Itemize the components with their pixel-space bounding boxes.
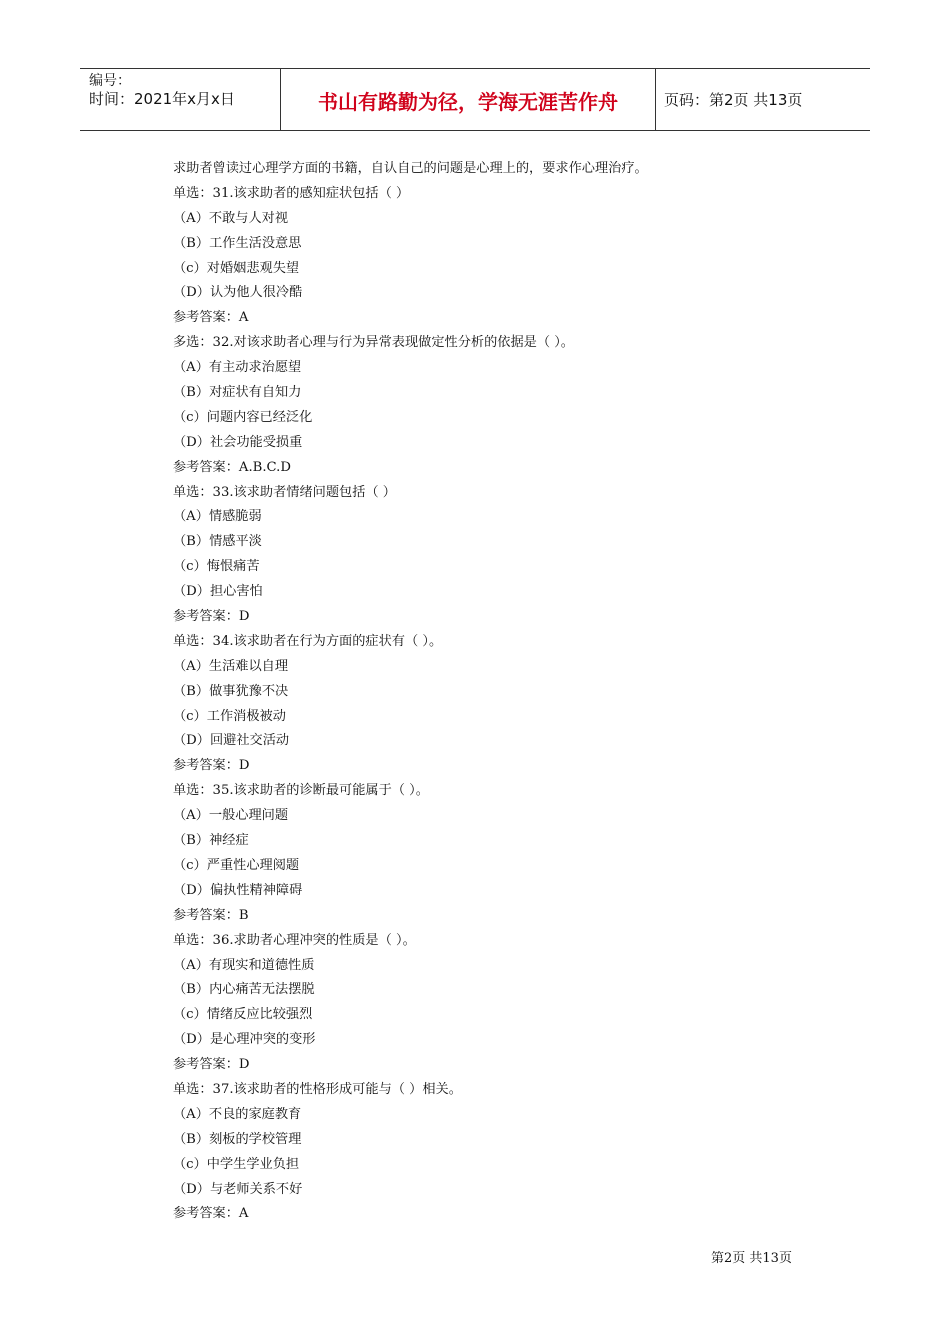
footer-page-number: 第2页 共13页 [711,1251,792,1266]
answer-option: （D）是心理冲突的变形 [173,1032,316,1048]
question-stem: 单选：36.求助者心理冲突的性质是（ ）。 [173,932,416,948]
reference-answer: 参考答案：A.B.C.D [173,459,291,475]
document-time-label: 时间：2021年x月x日 [89,90,235,108]
header-motto-cell [280,69,656,130]
reference-answer: 参考答案：A [173,310,249,326]
question-block [173,331,813,480]
header-meta-cell [80,69,280,130]
answer-option: （A）情感脆弱 [173,509,262,525]
answer-option: （c）严重性心理阅题 [173,857,300,873]
answer-option: （B）刻板的学校管理 [173,1131,302,1147]
reference-answer: 参考答案：D [173,609,250,625]
answer-option: （A）不良的家庭教育 [173,1106,302,1122]
answer-option: （B）对症状有自知力 [173,385,302,401]
header-page-number: 页码：第2页 共13页 [664,91,803,109]
answer-option: （A）有现实和道德性质 [173,957,315,973]
reference-answer: 参考答案：D [173,1057,250,1073]
page-header [80,68,870,131]
question-block [173,779,813,928]
question-stem: 单选：34.该求助者在行为方面的症状有（ ）。 [173,633,443,649]
intro-text: 求助者曾读过心理学方面的书籍，自认自己的问题是心理上的，要求作心理治疗。 [173,161,648,176]
document-body [173,157,813,1227]
question-block [173,929,813,1078]
question-stem: 单选：37.该求助者的性格形成可能与（ ）相关。 [173,1081,462,1097]
answer-option: （c）工作消极被动 [173,708,286,724]
answer-option: （D）社会功能受损重 [173,434,303,450]
answer-option: （A）一般心理问题 [173,808,289,824]
answer-option: （B）内心痛苦无法摆脱 [173,982,315,998]
answer-option: （A）生活难以自理 [173,658,289,674]
answer-option: （c）中学生学业负担 [173,1156,300,1172]
reference-answer: 参考答案：A [173,1206,249,1222]
header-motto: 书山有路勤为径，学海无涯苦作舟 [318,90,618,114]
question-list [173,182,813,1227]
question-stem: 多选：32.对该求助者心理与行为异常表现做定性分析的依据是（ ）。 [173,335,574,351]
answer-option: （c）悔恨痛苦 [173,559,260,575]
question-block [173,630,813,779]
answer-option: （c）问题内容已经泛化 [173,409,313,425]
reference-answer: 参考答案：B [173,907,249,923]
question-stem: 单选：31.该求助者的感知症状包括（ ） [173,185,410,201]
question-stem: 单选：33.该求助者情绪问题包括（ ） [173,484,396,500]
document-number-label: 编号： [89,73,131,89]
question-stem: 单选：35.该求助者的诊断最可能属于（ ）。 [173,783,429,799]
answer-option: （A）有主动求治愿望 [173,360,302,376]
question-block [173,1078,813,1227]
answer-option: （c）对婚姻悲观失望 [173,260,300,276]
answer-option: （B）做事犹豫不决 [173,683,289,699]
answer-option: （A）不敢与人对视 [173,210,289,226]
question-block [173,481,813,630]
answer-option: （c）情绪反应比较强烈 [173,1007,313,1023]
answer-option: （B）神经症 [173,833,249,849]
question-block [173,182,813,331]
answer-option: （D）与老师关系不好 [173,1181,303,1197]
answer-option: （D）偏执性精神障碍 [173,882,303,898]
answer-option: （D）认为他人很冷酷 [173,285,303,301]
answer-option: （B）工作生活没意思 [173,235,302,251]
reference-answer: 参考答案：D [173,758,250,774]
answer-option: （D）担心害怕 [173,584,263,600]
header-page-cell [655,69,870,130]
answer-option: （B）情感平淡 [173,534,262,550]
answer-option: （D）回避社交活动 [173,733,290,749]
